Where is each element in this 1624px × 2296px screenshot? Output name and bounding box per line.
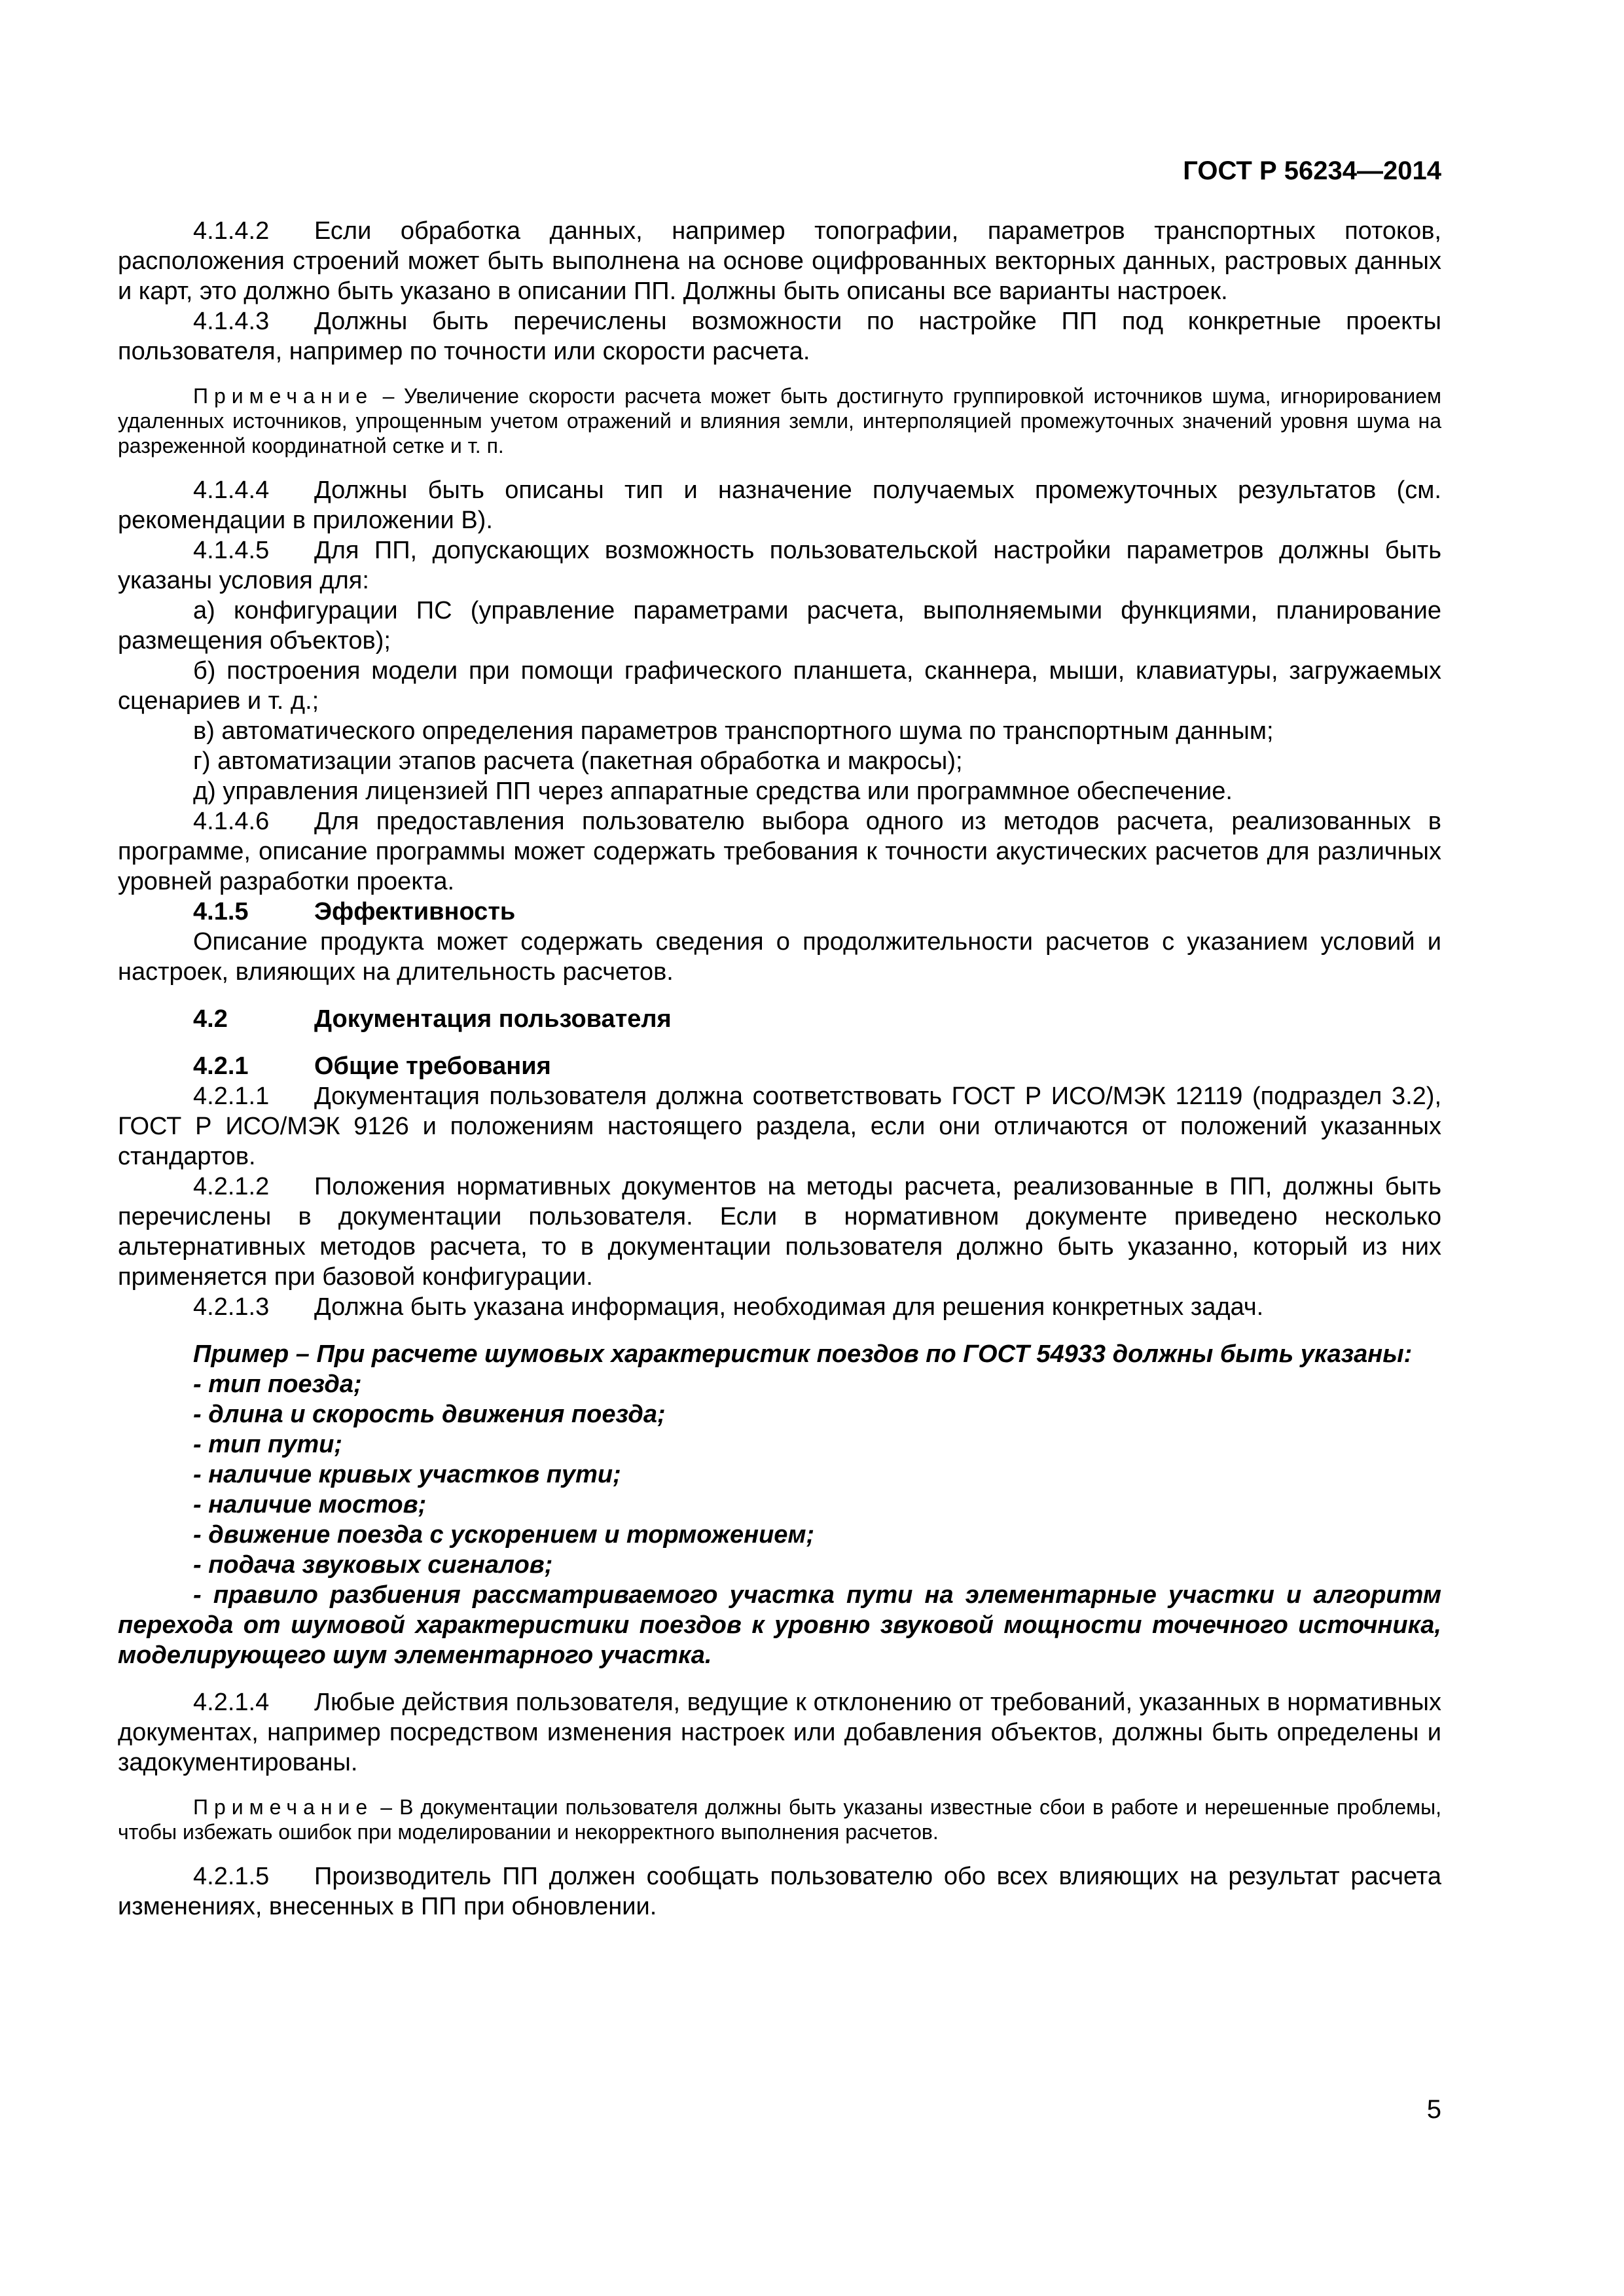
note-text: В документации пользователя должны быть указаны известные сбои в работе и нерешенные проблемы, чтобы избежать ошибок при моделировании и некорректного выполнения расчетов. xyxy=(118,1795,1442,1844)
heading-text: Эффективность xyxy=(314,898,516,925)
clause-number: 4.1.4.4 xyxy=(193,476,270,504)
paragraph-efficiency: Описание продукта может содержать сведения о продолжительности расчетов с указанием условий и настроек, влияющих на длительность расчетов. xyxy=(118,928,1441,986)
paragraph-4-1-4-2 xyxy=(118,216,1441,306)
document-header: ГОСТ Р 56234—2014 xyxy=(1183,156,1441,185)
note-dash: – xyxy=(373,1795,400,1819)
clause-number: 4.1.4.2 xyxy=(193,217,270,245)
document-page xyxy=(118,0,1441,2296)
paragraph-4-1-4-5 xyxy=(118,535,1441,596)
paragraph-text: Должны быть описаны тип и назначение получаемых промежуточных результатов (см. рекомендации в приложении В). xyxy=(118,476,1441,534)
heading-number: 4.2 xyxy=(193,1005,228,1033)
example-item: - тип поезда; xyxy=(193,1371,362,1398)
example-item: - длина и скорость движения поезда; xyxy=(193,1401,666,1428)
note-2 xyxy=(118,1795,1441,1844)
list-item: д) управления лицензией ПП через аппаратные средства или программное обеспечение. xyxy=(193,778,1233,805)
note-dash: – xyxy=(373,384,404,408)
paragraph-text: Любые действия пользователя, ведущие к отклонению от требований, указанных в нормативных документах, например посредством изменения настроек или добавления объектов, должны быть определены и задокументированы. xyxy=(118,1689,1441,1776)
heading-text: Общие требования xyxy=(314,1052,551,1080)
example-last-item: - правило разбиения рассматриваемого участка пути на элементарные участки и алгоритм перехода от шумовой характеристики поездов к уровню звуковой мощности точечного источника, моделирующего шум элементарного участка. xyxy=(118,1581,1441,1669)
example-item: - тип пути; xyxy=(193,1431,342,1458)
note-1 xyxy=(118,384,1441,458)
clause-number: 4.1.4.5 xyxy=(193,537,270,564)
example-intro: Пример – При расчете шумовых характеристик поездов по ГОСТ 54933 должны быть указаны: xyxy=(193,1340,1413,1368)
paragraph-4-1-4-4 xyxy=(118,475,1441,535)
clause-number: 4.1.4.3 xyxy=(193,308,270,335)
paragraph-text: Если обработка данных, например топографии, параметров транспортных потоков, расположения строений может быть выполнена на основе оцифрованных векторных данных, растровых данных и карт, это должно быть указано в описании ПП. Должны быть описаны все варианты настроек. xyxy=(118,217,1441,305)
list-item: в) автоматического определения параметров транспортного шума по транспортным данным; xyxy=(193,717,1274,745)
note-label: Примечание xyxy=(193,1795,374,1819)
heading-4-2 xyxy=(118,1004,1441,1034)
example-item: - движение поезда с ускорением и торможением; xyxy=(193,1521,815,1549)
clause-number: 4.2.1.5 xyxy=(193,1863,270,1890)
page-number: 5 xyxy=(1426,2095,1441,2124)
paragraph-4-2-1-4 xyxy=(118,1687,1441,1778)
clause-number: 4.2.1.4 xyxy=(193,1689,270,1716)
heading-number: 4.2.1 xyxy=(193,1052,249,1080)
document-body xyxy=(118,216,1441,1922)
paragraph-text: Для ПП, допускающих возможность пользовательской настройки параметров должны быть указаны условия для: xyxy=(118,537,1441,594)
paragraph-text: Для предоставления пользователю выбора одного из методов расчета, реализованных в программе, описание программы может содержать требования к точности акустических расчетов для различных уровней разработки проекта. xyxy=(118,808,1441,895)
clause-number: 4.2.1.3 xyxy=(193,1293,270,1321)
example-list xyxy=(118,1369,1441,1580)
paragraph-text: Положения нормативных документов на методы расчета, реализованные в ПП, должны быть перечислены в документации пользователя. Если в нормативном документе приведено несколько альтернативных методов расчета, то в документации пользователя должно быть указанно, который из них применяется при базовой конфигурации. xyxy=(118,1173,1441,1291)
list-item: г) автоматизации этапов расчета (пакетная обработка и макросы); xyxy=(193,747,963,775)
paragraph-text: Документация пользователя должна соответствовать ГОСТ Р ИСО/МЭК 12119 (подраздел 3.2), ГОСТ Р ИСО/МЭК 9126 и положениям настоящего раздела, если они отличаются от положений указанных стандартов. xyxy=(118,1083,1441,1170)
note-label: Примечание xyxy=(193,384,374,408)
paragraph-4-2-1-1 xyxy=(118,1081,1441,1172)
example-block xyxy=(118,1339,1441,1670)
heading-4-2-1 xyxy=(118,1051,1441,1081)
list-item: б) построения модели при помощи графического планшета, сканнера, мыши, клавиатуры, загружаемых сценариев и т. д.; xyxy=(118,657,1441,715)
paragraph-4-1-4-3 xyxy=(118,306,1441,367)
example-item: - наличие кривых участков пути; xyxy=(193,1461,621,1488)
note-text: Увеличение скорости расчета может быть достигнуто группировкой источников шума, игнорированием удаленных источников, упрощенным учетом отражений и влияния земли, интерполяцией промежуточных значений уровня шума на разреженной координатной сетке и т. п. xyxy=(118,384,1442,457)
paragraph-text: Должны быть перечислены возможности по настройке ПП под конкретные проекты пользователя, например по точности или скорости расчета. xyxy=(118,308,1441,365)
heading-text: Документация пользователя xyxy=(314,1005,672,1033)
paragraph-4-2-1-2 xyxy=(118,1172,1441,1292)
clause-number: 4.1.4.6 xyxy=(193,808,270,835)
paragraph-4-2-1-5 xyxy=(118,1861,1441,1922)
example-item: - подача звуковых сигналов; xyxy=(193,1551,553,1579)
paragraph-4-1-4-6 xyxy=(118,806,1441,897)
paragraph-4-2-1-3 xyxy=(118,1292,1441,1322)
heading-4-1-5 xyxy=(118,897,1441,927)
paragraph-text: Производитель ПП должен сообщать пользователю обо всех влияющих на результат расчета изменениях, внесенных в ПП при обновлении. xyxy=(118,1863,1441,1920)
paragraph-text: Должна быть указана информация, необходимая для решения конкретных задач. xyxy=(314,1293,1264,1321)
clause-number: 4.2.1.2 xyxy=(193,1173,270,1200)
example-item: - наличие мостов; xyxy=(193,1491,427,1518)
clause-number: 4.2.1.1 xyxy=(193,1083,270,1110)
list-item: а) конфигурации ПС (управление параметрами расчета, выполняемыми функциями, планирование размещения объектов); xyxy=(118,597,1441,655)
heading-number: 4.1.5 xyxy=(193,898,249,925)
